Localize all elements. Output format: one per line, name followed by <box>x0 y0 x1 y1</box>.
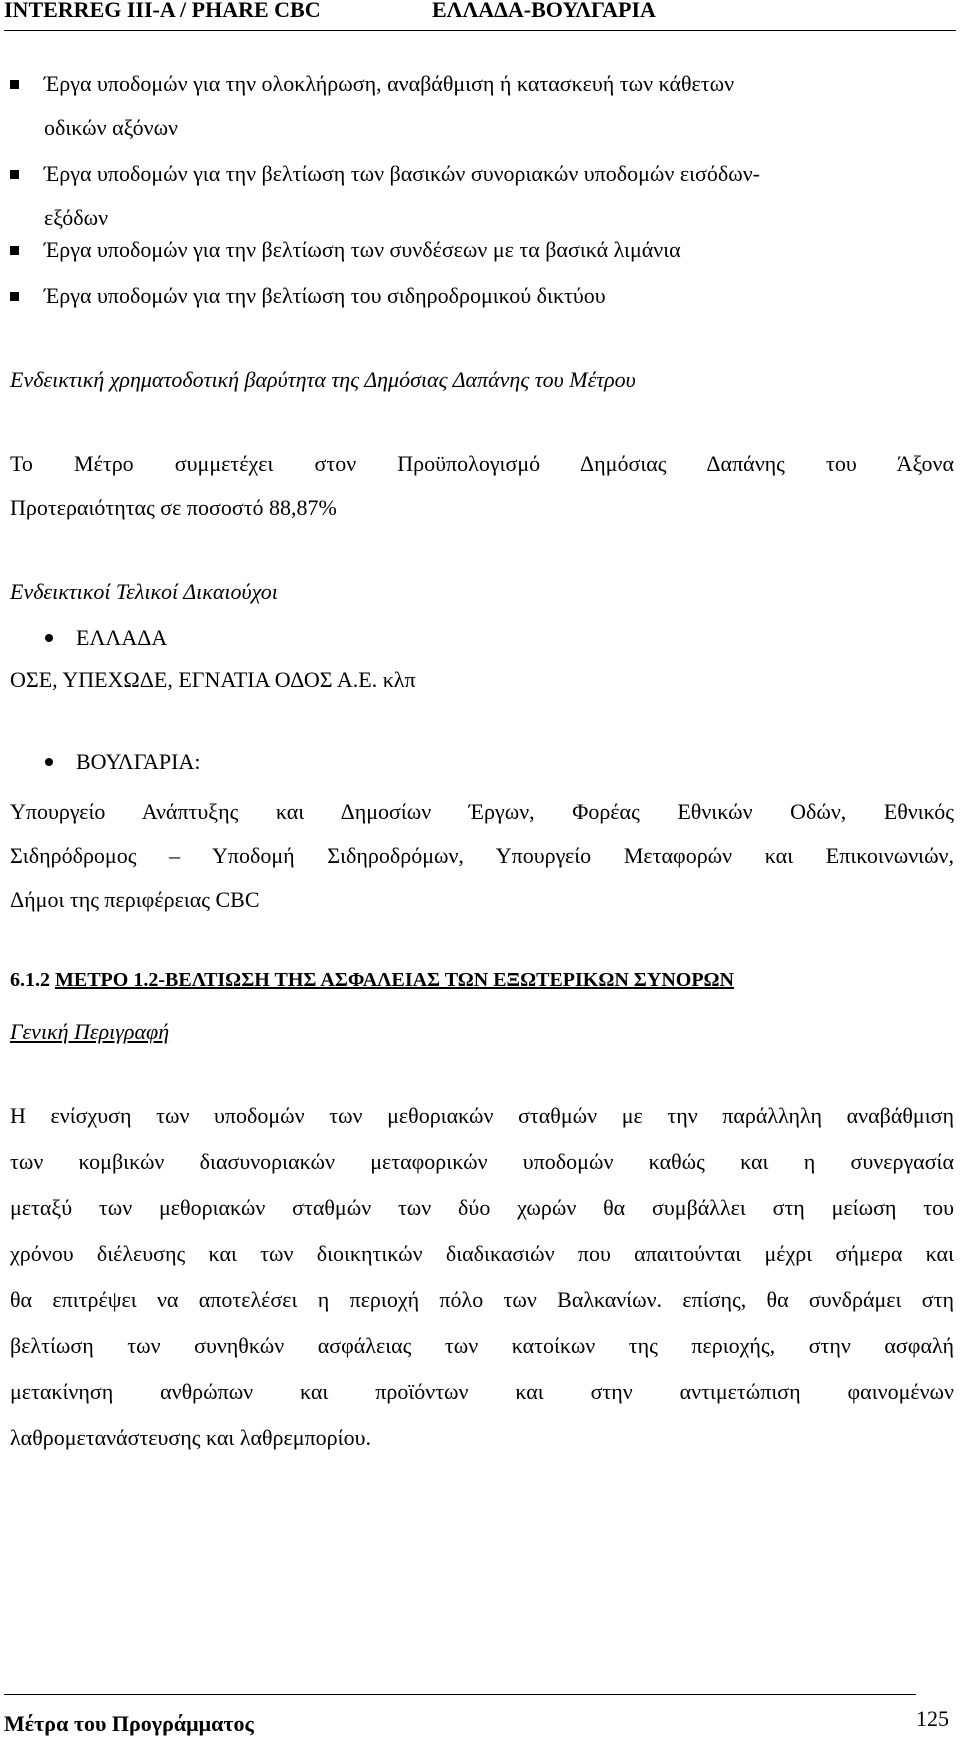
funding-heading: Ενδεικτική χρηματοδοτική βαρύτητα της Δημόσιας Δαπάνης του Μέτρου <box>10 367 636 392</box>
paragraph-line: μεταξύ των μεθοριακών σταθμών των δύο χωρών θα συμβάλλει στη μείωση του <box>10 1195 954 1220</box>
greece-beneficiaries: ΟΣΕ, ΥΠΕΧΩΔΕ, ΕΓΝΑΤΙΑ ΟΔΟΣ Α.Ε. κλπ <box>10 667 416 692</box>
bulgaria-beneficiaries-line: Δήμοι της περιφέρειας CBC <box>10 887 260 912</box>
paragraph-line: χρόνου διέλευσης και των διοικητικών διαδικασιών που απαιτούνται μέχρι σήμερα και <box>10 1241 954 1266</box>
section-number: 6.1.2 <box>10 969 55 991</box>
funding-text-line: Το Μέτρο συμμετέχει στον Προϋπολογισμό Δημόσιας Δαπάνης του Άξονα <box>10 451 954 476</box>
bullet-text: Έργα υποδομών για την βελτίωση των βασικών συνοριακών υποδομών εισόδων- <box>44 161 760 186</box>
bullet-text-continued: εξόδων <box>44 205 109 230</box>
page-number: 125 <box>916 1706 949 1731</box>
bulgaria-beneficiaries-line: Υπουργείο Ανάπτυξης και Δημοσίων Έργων, Φορέας Εθνικών Οδών, Εθνικός <box>10 799 954 824</box>
paragraph-line: θα επιτρέψει να αποτελέσει η περιοχή πόλο των Βαλκανίων. επίσης, θα συνδράμει στη <box>10 1287 954 1312</box>
header-program: INTERREG III-A / PHARE CBC <box>4 0 321 22</box>
square-bullet-icon <box>10 80 19 89</box>
bulgaria-label: ΒΟΥΛΓΑΡΙΑ: <box>76 749 201 774</box>
bulgaria-beneficiaries-line: Σιδηρόδρομος – Υποδομή Σιδηροδρόμων, Υπουργείο Μεταφορών και Επικοινωνιών, <box>10 843 954 868</box>
section-heading <box>10 968 734 992</box>
bullet-text: Έργα υποδομών για την βελτίωση των συνδέσεων με τα βασικά λιμάνια <box>44 237 681 262</box>
bullet-text-continued: οδικών αξόνων <box>44 115 178 140</box>
greece-label: ΕΛΛΑΔΑ <box>76 625 168 650</box>
paragraph-line: λαθρομετανάστευσης και λαθρεμπορίου. <box>10 1425 371 1450</box>
funding-text-line: Προτεραιότητας σε ποσοστό 88,87% <box>10 495 337 520</box>
bullet-text: Έργα υποδομών για την βελτίωση του σιδηροδρομικού δικτύου <box>44 283 606 308</box>
paragraph-line: μετακίνηση ανθρώπων και προϊόντων και στην αντιμετώπιση φαινομένων <box>10 1379 954 1404</box>
beneficiaries-heading: Ενδεικτικοί Τελικοί Δικαιούχοι <box>10 579 278 604</box>
square-bullet-icon <box>10 292 19 301</box>
bullet-text: Έργα υποδομών για την ολοκλήρωση, αναβάθμιση ή κατασκευή των κάθετων <box>44 71 735 96</box>
paragraph-line: βελτίωση των συνηθκών ασφάλειας των κατοίκων της περιοχής, στην ασφαλή <box>10 1333 954 1358</box>
paragraph-line: Η ενίσχυση των υποδομών των μεθοριακών σταθμών με την παράλληλη αναβάθμιση <box>10 1103 954 1128</box>
square-bullet-icon <box>10 170 19 179</box>
paragraph-line: των κομβικών διασυνοριακών μεταφορικών υποδομών καθώς και η συνεργασία <box>10 1149 954 1174</box>
round-bullet-icon <box>45 634 53 642</box>
round-bullet-icon <box>45 758 53 766</box>
section-title: ΜΕΤΡΟ 1.2-ΒΕΛΤΙΩΣΗ ΤΗΣ ΑΣΦΑΛΕΙΑΣ ΤΩΝ ΕΞΩΤΕΡΙΚΩΝ ΣΥΝΟΡΩΝ <box>55 969 734 991</box>
general-description-heading: Γενική Περιγραφή <box>10 1019 170 1044</box>
square-bullet-icon <box>10 246 19 255</box>
page-header <box>4 0 956 31</box>
header-countries: ΕΛΛΑΔΑ-ΒΟΥΛΓΑΡΙΑ <box>432 0 656 22</box>
footer-divider <box>4 1694 916 1695</box>
footer-title: Μέτρα του Προγράμματος <box>4 1711 254 1736</box>
